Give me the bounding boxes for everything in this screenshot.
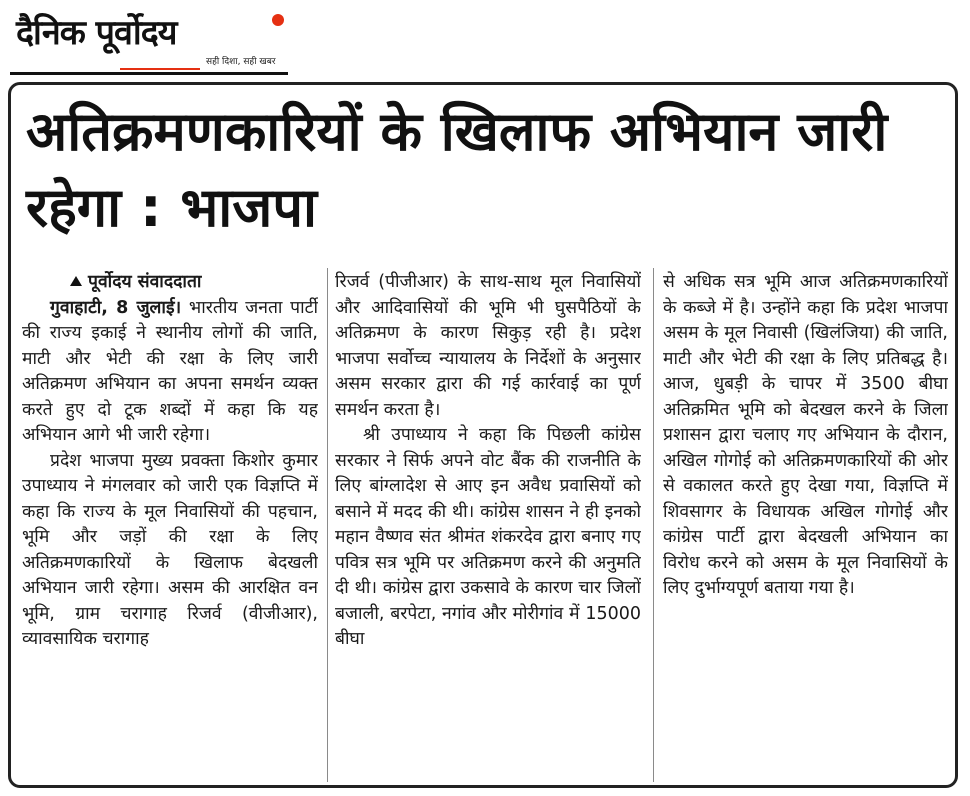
paragraph: श्री उपाध्याय ने कहा कि पिछली कांग्रेस सरकार ने सिर्फ अपने वोट बैंक की राजनीति के लिए बांग्लादेश से आए इन अवैध प्रवासियों को बसाने में मदद की थी। कांग्रेस शासन ने ही इनको महान वैष्णव संत श्रीमंत शंकरदेव द्वारा बनाए गए पवित्र सत्र भूमि पर अतिक्रमण करने की अनुमति दी थी। कांग्रेस द्वारा उकसावे के कारण चार जिलों बजाली, बरपेटा, नगांव और मोरीगांव में 15000 बीघा [335,425,641,649]
masthead [10,4,288,72]
article-headline: अतिक्रमणकारियों के खिलाफ अभियान जारी रहेगा : भाजपा [26,100,888,239]
triangle-marker-icon [70,276,82,286]
byline [22,270,318,296]
masthead-rule [10,72,288,75]
masthead-accent-line [120,68,200,70]
newspaper-logo: दैनिक पूर्वोदय [16,13,177,53]
article-column-1 [22,270,318,782]
byline-text: पूर्वोदय संवाददाता [88,272,202,292]
paragraph: रिजर्व (पीजीआर) के साथ-साथ मूल निवासियों और आदिवासियों की भूमि भी घुसपैठियों के अतिक्रमण के कारण सिकुड़ रही है। प्रदेश भाजपा सर्वोच्च न्यायालय के निर्देशों के अनुसार असम सरकार द्वारा की गई कार्रवाई का पूर्ण समर्थन करता है। [335,272,641,420]
logo-dot-icon [272,14,284,26]
article-column-2 [335,270,641,782]
paragraph: से अधिक सत्र भूमि आज अतिक्रमणकारियों के कब्जे में है। उन्होंने कहा कि प्रदेश भाजपा असम के मूल निवासी (खिलंजिया) की जाति, माटी और भेटी की रक्षा के लिए प्रतिबद्ध है। आज, धुबड़ी के चापर में 3500 बीघा अतिक्रमित भूमि को बेदखल करने के जिला प्रशासन द्वारा चलाए गए अभियान के दौरान, अखिल गोगोई को अतिक्रमणकारियों की ओर से वकालत करते हुए देखा गया, विज्ञप्ति में शिवसागर के विधायक अखिल गोगोई और कांग्रेस पार्टी द्वारा बेदखली अभियान का विरोध करने को असम के मूल निवासियों के लिए दुर्भाग्यपूर्ण बताया गया है। [663,272,948,598]
paragraph [22,296,318,449]
paragraph: प्रदेश भाजपा मुख्य प्रवक्ता किशोर कुमार उपाध्याय ने मंगलवार को जारी एक विज्ञप्ति में कहा कि राज्य के मूल निवासियों की पहचान, भूमि और जड़ों की रक्षा के लिए अतिक्रमणकारियों के खिलाफ बेदखली अभियान जारी रहेगा। असम की आरक्षित वन भूमि, ग्राम चरागाह रिजर्व (वीजीआर), व्यावसायिक चरागाह [22,450,318,649]
dateline: गुवाहाटी, 8 जुलाई। [50,297,182,318]
masthead-tagline: सही दिशा, सही खबर [206,57,276,67]
column-divider [327,268,328,782]
paragraph-text: भारतीय जनता पार्टी की राज्य इकाई ने स्थानीय लोगों की जाति, माटी और भेटी की रक्षा के लिए जारी अतिक्रमण अभियान का अपना समर्थन व्यक्त करते हुए दो टूक शब्दों में कहा कि यह अभियान आगे भी जारी रहेगा। [22,297,318,445]
article-column-3 [663,270,948,782]
column-divider [653,268,654,782]
